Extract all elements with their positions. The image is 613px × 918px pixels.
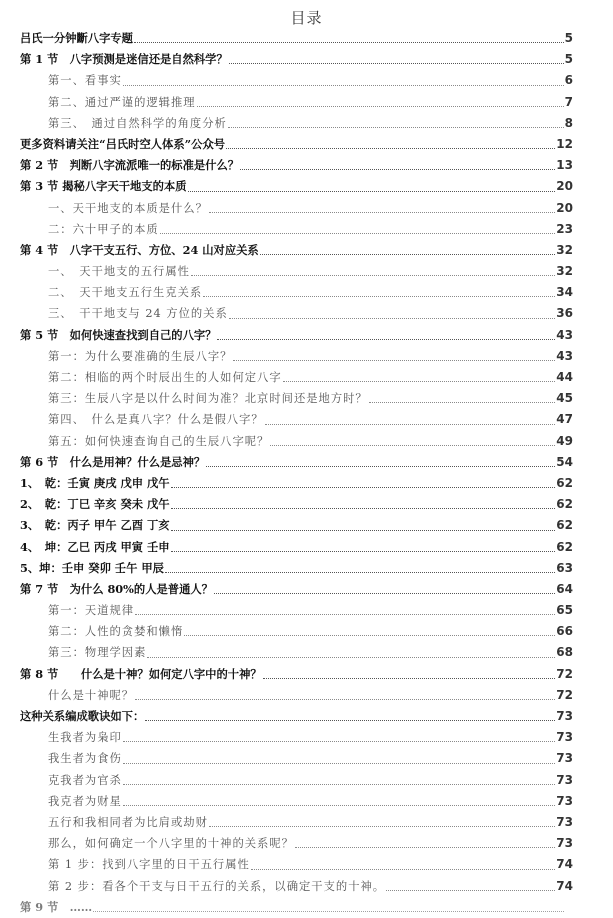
toc-entry-label: 第 4 节 八字干支五行、方位、24 山对应关系 (20, 242, 259, 257)
toc-entry-label: 4、 坤：乙巳 丙戌 甲寅 壬申 (20, 539, 170, 554)
dot-leader (171, 529, 556, 531)
toc-entry-label: 二：六十甲子的本质 (48, 222, 159, 236)
toc-page-number: 73 (556, 814, 573, 829)
toc-entry-section[interactable] (20, 28, 573, 49)
toc-page-number: 65 (556, 603, 573, 618)
dot-leader (197, 105, 564, 107)
dot-leader (134, 41, 564, 43)
dot-leader (206, 465, 555, 467)
toc-entry-subsection[interactable] (20, 876, 573, 897)
toc-entry-label: 第二、通过严谨的逻辑推理 (48, 95, 196, 109)
toc-entry-label: 什么是十神呢？ (48, 688, 135, 702)
toc-page-number: 72 (556, 666, 573, 681)
toc-entry-subsection[interactable] (20, 812, 573, 833)
dot-leader (251, 868, 555, 870)
toc-entry-label: 第 7 节 为什么 80%的人是普通人？ (20, 581, 213, 596)
toc-page-number: 74 (556, 857, 573, 872)
dot-leader (145, 719, 555, 721)
toc-entry-label: 我克者为财星 (48, 794, 122, 808)
toc-page-number: 73 (556, 772, 573, 787)
dot-leader (386, 889, 555, 891)
dot-leader (165, 571, 555, 573)
toc-entry-label: 2、 乾：丁巳 辛亥 癸未 戊午 (20, 497, 170, 512)
toc-entry-label: 更多资料请关注“吕氏时空人体系”公众号 (20, 136, 226, 151)
toc-entry-label: 第三、 通过自然科学的角度分析 (48, 116, 227, 130)
toc-entry-subsection[interactable] (20, 600, 573, 621)
toc-page-number: 68 (556, 645, 573, 660)
toc-entry-section[interactable] (20, 515, 573, 536)
toc-page-number: 34 (556, 285, 573, 300)
toc-entry-subsection[interactable] (20, 282, 573, 303)
dot-leader (209, 825, 555, 827)
dot-leader (217, 338, 555, 340)
toc-entry-label: 克我者为官杀 (48, 773, 122, 787)
toc-entry-subsection[interactable] (20, 748, 573, 769)
toc-entry-label: 第二：相临的两个时辰出生的人如何定八字 (48, 371, 282, 384)
toc-entry-label: 5、坤：壬申 癸卯 壬午 甲辰 (20, 560, 164, 575)
toc-page-number: 20 (556, 179, 573, 194)
toc-entry-subsection[interactable] (20, 303, 573, 324)
dot-leader (93, 910, 564, 912)
toc-entry-section[interactable] (20, 494, 573, 515)
dot-leader (171, 486, 556, 488)
dot-leader (369, 401, 556, 403)
toc-page-number: 32 (556, 264, 573, 279)
toc-page-number: 73 (556, 730, 573, 745)
toc-entry-section[interactable] (20, 155, 573, 176)
toc-entry-subsection[interactable] (20, 261, 573, 282)
toc-page-number: 5 (564, 52, 573, 67)
dot-leader (135, 613, 555, 615)
toc-entry-subsection[interactable] (20, 92, 573, 113)
toc-page-number: 73 (556, 793, 573, 808)
toc-page-number: 36 (556, 306, 573, 321)
toc-entry-section[interactable] (20, 134, 573, 155)
toc-entry-label: 一、 天干地支的五行属性 (48, 265, 190, 279)
toc-entry-label: 第一：为什么要准确的生辰八字？ (48, 349, 233, 363)
dot-leader (265, 423, 556, 425)
toc-entry-subsection[interactable] (20, 621, 573, 642)
toc-entry-subsection[interactable] (20, 854, 573, 875)
toc-entry-subsection[interactable] (20, 833, 573, 854)
toc-entry-label: 五行和我相同者为比肩或劫财 (48, 815, 208, 829)
toc-entry-label: 一、天干地支的本质是什么？ (48, 201, 208, 215)
toc-entry-subsection[interactable] (20, 346, 573, 367)
toc-entry-subsection[interactable] (20, 642, 573, 663)
toc-entry-subsection[interactable] (20, 367, 573, 388)
toc-page-number: 45 (556, 391, 573, 406)
toc-entry-label: 第五：如何快速查询自己的生辰八字呢？ (48, 434, 270, 448)
dot-leader (123, 740, 556, 742)
toc-entry-section[interactable] (20, 897, 573, 918)
toc-entry-label: 第 5 节 如何快速查找到自己的八字？ (20, 327, 217, 342)
toc-page-number: 62 (556, 518, 573, 533)
toc-page-number: 47 (556, 412, 573, 427)
toc-page-number: 62 (556, 497, 573, 512)
dot-leader (123, 762, 556, 764)
toc-entry-label: 第 3 节 揭秘八字天干地支的本质 (20, 179, 187, 194)
toc-entry-section[interactable] (20, 579, 573, 600)
toc-entry-label: 第 1 节 八字预测是迷信还是自然科学？ (20, 52, 228, 67)
table-of-contents (20, 28, 573, 918)
toc-page-number: 73 (556, 836, 573, 851)
dot-leader (184, 634, 555, 636)
toc-entry-label: 第 9 节 …… (20, 899, 93, 914)
dot-leader (228, 126, 564, 128)
toc-entry-section[interactable] (20, 49, 573, 70)
toc-page-number: 6 (564, 73, 573, 88)
toc-page-number: 43 (556, 327, 573, 342)
dot-leader (171, 507, 556, 509)
toc-entry-section[interactable] (20, 537, 573, 558)
toc-entry-label: 生我者为枭印 (48, 731, 122, 745)
toc-entry-label: 1、 乾：壬寅 庚戌 戊申 戊午 (20, 475, 170, 490)
dot-leader (188, 190, 556, 192)
toc-page-number: 43 (556, 348, 573, 363)
dot-leader (214, 592, 555, 594)
toc-page-number: 73 (556, 709, 573, 723)
toc-entry-section[interactable] (20, 176, 573, 197)
dot-leader (135, 698, 555, 700)
toc-entry-subsection[interactable] (20, 431, 573, 452)
dot-leader (123, 783, 556, 785)
dot-leader (229, 62, 564, 64)
toc-entry-label: 我生者为食伤 (48, 752, 122, 766)
toc-page-number: 64 (556, 581, 573, 596)
toc-page-number: 62 (556, 539, 573, 554)
toc-entry-section[interactable] (20, 706, 573, 727)
toc-entry-label: 第 8 节 什么是十神？如何定八字中的十神？ (20, 666, 262, 681)
toc-entry-label: 第一、看事实 (48, 74, 122, 88)
dot-leader (295, 846, 555, 848)
toc-entry-section[interactable] (20, 240, 573, 261)
toc-entry-subsection[interactable] (20, 219, 573, 240)
toc-entry-subsection[interactable] (20, 198, 573, 219)
toc-entry-subsection[interactable] (20, 409, 573, 430)
toc-entry-subsection[interactable] (20, 685, 573, 706)
toc-page-number: 49 (556, 433, 573, 448)
toc-page-number: 72 (556, 687, 573, 702)
toc-entry-label: 第 2 节 判断八字流派唯一的标准是什么？ (20, 158, 240, 173)
toc-page-number: 5 (564, 31, 573, 45)
toc-entry-subsection[interactable] (20, 70, 573, 91)
dot-leader (263, 677, 556, 679)
toc-entry-label: 第三：生辰八字是以什么时间为准？北京时间还是地方时？ (48, 392, 368, 406)
toc-entry-label: 二、 天干地支五行生克关系 (48, 286, 203, 300)
page-title: 目录 (290, 9, 323, 27)
toc-entry-section[interactable] (20, 664, 573, 685)
toc-entry-label: 这种关系编成歌诀如下： (20, 709, 145, 723)
toc-entry-label: 第四、 什么是真八字？什么是假八字？ (48, 413, 264, 427)
dot-leader (171, 550, 556, 552)
toc-entry-label: 第二：人性的贪婪和懒惰 (48, 625, 184, 639)
toc-entry-label: 3、 乾：丙子 甲午 乙酉 丁亥 (20, 518, 170, 533)
dot-leader (203, 295, 555, 297)
dot-leader (226, 147, 555, 149)
toc-page-number: 63 (556, 560, 573, 575)
toc-page-number: 66 (556, 624, 573, 639)
dot-leader (191, 274, 555, 276)
toc-entry-section[interactable] (20, 452, 573, 473)
toc-entry-section[interactable] (20, 558, 573, 579)
dot-leader (270, 444, 555, 446)
toc-entry-label: 三、 干干地支与 24 方位的关系 (48, 307, 228, 321)
dot-leader (123, 804, 556, 806)
dot-leader (233, 359, 555, 361)
toc-entry-section[interactable] (20, 473, 573, 494)
toc-entry-subsection[interactable] (20, 727, 573, 748)
toc-entry-subsection[interactable] (20, 791, 573, 812)
dot-leader (240, 168, 555, 170)
toc-page-number: 12 (556, 136, 573, 151)
dot-leader (147, 656, 555, 658)
toc-page-number: 7 (564, 94, 573, 109)
toc-page-number: 23 (556, 221, 573, 236)
toc-page-number: 74 (556, 878, 573, 893)
toc-entry-label: 第 2 步：看各个干支与日干五行的关系，以确定干支的十神。 (48, 879, 386, 893)
dot-leader (123, 84, 564, 86)
toc-page-number: 62 (556, 475, 573, 490)
toc-entry-label: 吕氏一分钟斷八字专题 (20, 31, 133, 45)
dot-leader (229, 317, 556, 319)
toc-page-number: 44 (556, 370, 573, 384)
dot-leader (209, 211, 555, 213)
toc-entry-label: 第 6 节 什么是用神？什么是忌神？ (20, 454, 206, 469)
dot-leader (260, 253, 556, 255)
toc-entry-subsection[interactable] (20, 113, 573, 134)
dot-leader (283, 380, 556, 382)
toc-page-number: 32 (556, 242, 573, 257)
toc-entry-subsection[interactable] (20, 388, 573, 409)
toc-entry-label: 第 1 步：找到八字里的日干五行属性 (48, 858, 250, 872)
toc-page-number: 54 (556, 454, 573, 469)
toc-entry-label: 第一：天道规律 (48, 604, 135, 618)
toc-entry-subsection[interactable] (20, 770, 573, 791)
toc-page-number: 20 (556, 200, 573, 215)
toc-entry-label: 那么，如何确定一个八字里的十神的关系呢？ (48, 837, 294, 851)
toc-page-number: 8 (564, 115, 573, 130)
toc-page-number: 73 (556, 751, 573, 766)
toc-page-number: 13 (556, 158, 573, 173)
dot-leader (160, 232, 556, 234)
toc-entry-label: 第三：物理学因素 (48, 646, 147, 660)
toc-entry-section[interactable] (20, 325, 573, 346)
